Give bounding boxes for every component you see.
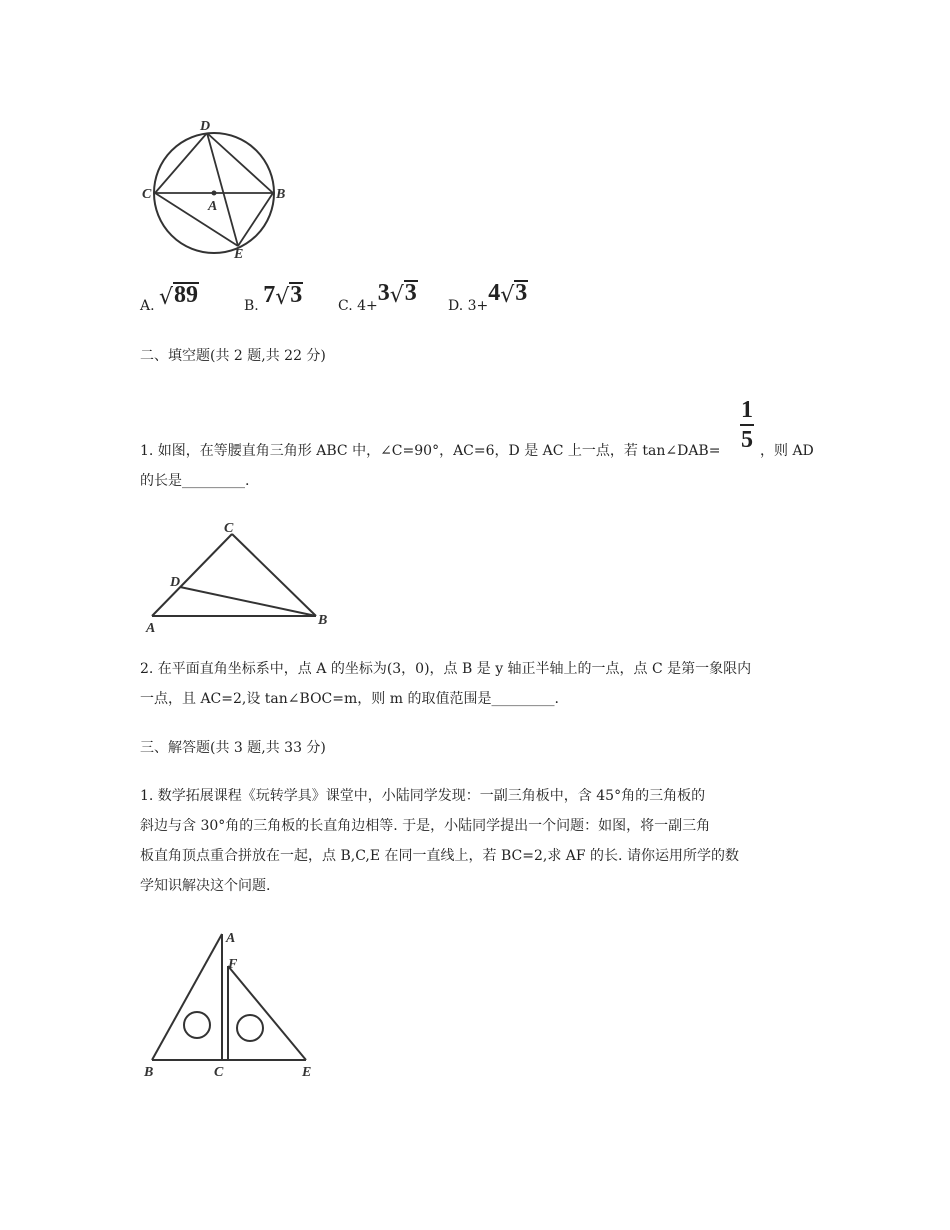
figure-triangle-abd [140, 518, 340, 638]
segment-cb [232, 534, 316, 616]
q3-line-3: 板直角顶点重合拼放在一起，点 B,C,E 在同一直线上，若 BC=2,求 AF 的长. 请你运用所学的数 [140, 848, 739, 864]
q1-frac-num: 1 [741, 397, 753, 423]
label-a: A [146, 621, 156, 636]
option-c-letter: C. 4+ [338, 298, 378, 314]
option-b-coef: 7 [263, 282, 276, 308]
segment-ba [152, 934, 222, 1060]
option-d-letter: D. 3+ [448, 298, 489, 314]
center-point [212, 191, 217, 196]
q3-line-4: 学知识解决这个问题. [140, 878, 271, 894]
segment-fe [228, 966, 306, 1060]
sqrt-icon: √ [500, 283, 515, 308]
option-c-radicand: 3 [404, 280, 417, 306]
segment-ac [152, 534, 232, 616]
option-a-radicand: 89 [174, 282, 199, 308]
q1-fraction [740, 398, 754, 452]
option-d-radicand: 3 [515, 280, 528, 306]
label-a: A [208, 199, 218, 214]
figure-circle [140, 118, 290, 260]
q2-line-1: 2. 在平面直角坐标系中，点 A 的坐标为(3，0)，点 B 是 y 轴正半轴上的一点，点 C 是第一象限内 [140, 661, 752, 677]
option-d [448, 280, 528, 316]
option-c [338, 280, 418, 316]
label-f: F [228, 957, 238, 972]
option-a [140, 282, 199, 316]
label-d: D [170, 575, 181, 590]
label-e: E [234, 247, 244, 260]
option-b [244, 282, 303, 316]
label-d: D [200, 119, 211, 134]
segment-db [207, 133, 273, 193]
hole-left [184, 1012, 210, 1038]
option-a-letter: A. [140, 298, 155, 314]
section-2-title: 二、填空题(共 2 题,共 22 分) [140, 348, 326, 364]
label-b: B [144, 1065, 154, 1080]
option-b-radicand: 3 [290, 282, 303, 308]
q1-line-2: 的长是_________. [140, 473, 250, 489]
q1-frac-den: 5 [741, 427, 753, 453]
q1-text: 1. 如图，在等腰直角三角形 ABC 中，∠C=90°，AC=6，D 是 AC 上一点，若 tan∠DAB= [140, 443, 721, 459]
fraction-bar [740, 424, 754, 426]
option-c-coef: 3 [377, 280, 390, 306]
label-c: C [142, 187, 152, 202]
label-c: C [214, 1065, 224, 1080]
sqrt-icon: √ [159, 285, 174, 310]
q1-line-1 [140, 441, 720, 461]
label-b: B [318, 613, 328, 628]
option-d-coef: 4 [488, 280, 501, 306]
label-a: A [226, 931, 236, 946]
option-b-letter: B. [244, 298, 259, 314]
label-b: B [276, 187, 286, 202]
label-e: E [302, 1065, 312, 1080]
sqrt-icon: √ [275, 285, 290, 310]
q2-line-2: 一点，且 AC=2,设 tan∠BOC=m，则 m 的取值范围是_________. [140, 691, 559, 707]
q1-line-1-end: ，则 AD [760, 443, 814, 459]
q3-line-1: 1. 数学拓展课程《玩转学具》课堂中，小陆同学发现：一副三角板中，含 45°角的三角板的 [140, 788, 706, 804]
hole-right [237, 1015, 263, 1041]
label-c: C [224, 521, 234, 536]
q3-line-2: 斜边与含 30°角的三角板的长直角边相等. 于是，小陆同学提出一个问题：如图，将一副三角 [140, 818, 711, 834]
sqrt-icon: √ [389, 283, 404, 308]
section-3-title: 三、解答题(共 3 题,共 33 分) [140, 740, 326, 756]
segment-db [180, 587, 316, 616]
figure-set-squares [140, 922, 330, 1082]
